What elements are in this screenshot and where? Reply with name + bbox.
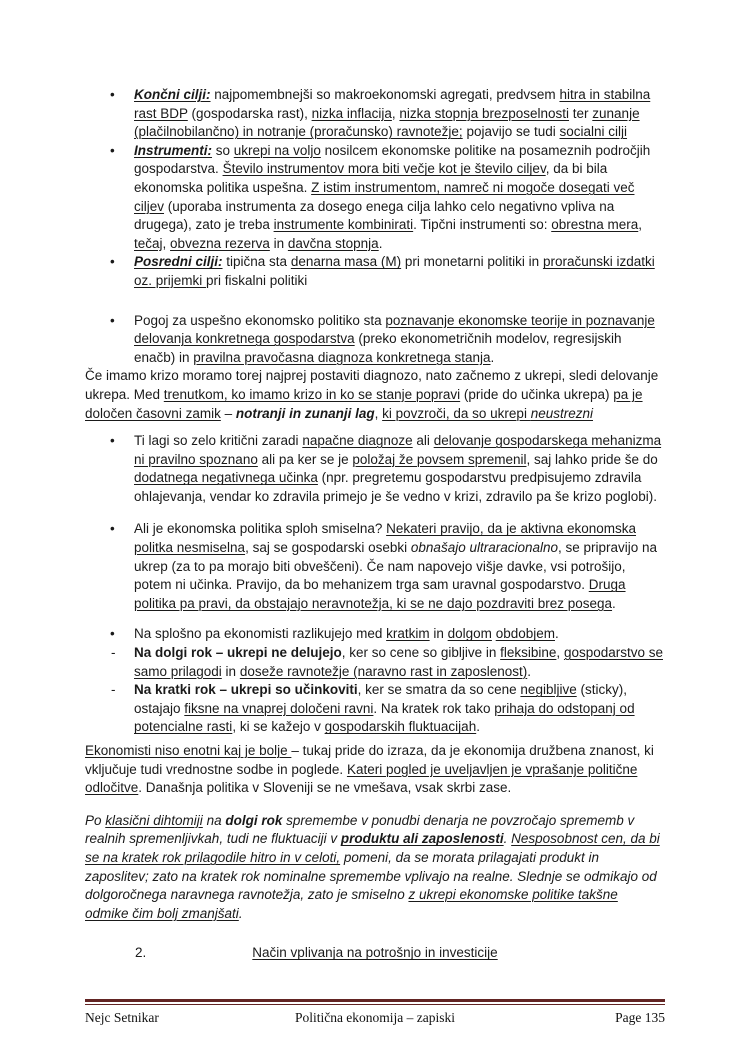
section-heading [85,944,665,963]
text-run: , saj lahko pride še do [526,451,658,467]
bullet-text [134,433,661,504]
text-run: gospodarskih fluktuacijah [324,719,477,735]
text-run: Druga politika pa pravi, da obstajajo neravnotežja, ki se ne dajo pozdraviti brez posega [134,577,626,611]
text-run: so [212,142,234,158]
text-run: socialni cilji [559,124,628,140]
footer-page-number: Page 135 [615,1010,665,1025]
text-run: ali pa ker se je [257,451,353,467]
dash-icon: - [111,645,116,661]
dash-text [134,682,635,734]
bullet-text [134,313,655,365]
text-run: . Tipčni instrumenti so: [413,217,552,233]
text-run: , se pripravijo na ukrep (za to pa morajo biti obveščeni). Če nam napovejo višje davke, vsi potrošijo, potem ni učinka. Pravijo, da bo mehanizem trga sam uravnal gospodarstvo. [134,540,658,593]
text-run: neustrezni [530,405,593,421]
text-run: , da bi bila ekonomska politika uspešna. [134,161,608,195]
text-run: napačne diagnoze [302,433,413,449]
dash-item [85,644,665,681]
text-run: Nekateri pravijo, da je aktivna ekonomska politka nesmiselna [134,521,637,556]
text-run: obdobjem [495,626,555,642]
text-run: (uporaba instrumenta za dosego enega cilja lahko celo negativno vpliva na drugega), zato je treba [134,198,615,233]
paragraph [85,367,665,423]
text-run: pomeni, da se morata prilagajati produkt in zaposlitev; zato na kratek rok nominalne spremembe vplivajo na realne. Slednje se odmikajo od dolgoročnega naravnega ravnotežja, zato je smiselno [85,849,657,903]
text-run: Če imamo krizo moramo torej najprej postaviti diagnozo, nato začnemo z ukrepi, sledi delovanje ukrepa. Med [85,368,659,402]
text-run: na [202,812,226,828]
bullet-item [85,253,665,290]
text-run: fleksibine [500,645,557,661]
text-run: . [238,905,243,921]
text-run: proračunski izdatki oz. prijemki [134,254,655,288]
bullet-text [134,87,650,139]
bullet-icon: • [110,433,115,449]
bullet-item [85,432,665,506]
text-run: Na kratki rok – ukrepi so učinkoviti [134,682,358,698]
text-run: , saj se gospodarski osebki [245,540,411,556]
text-run: (preko ekonometričnih modelov, regresijskih enačb) in [134,331,622,365]
text-run: (gospodarska rast), [187,105,312,121]
text-run: . [476,719,480,735]
text-run: . [378,235,383,251]
text-run: (pride do učinka ukrepa) [460,386,614,402]
text-run: pa je določen časovni zamik [85,386,643,421]
text-run: Po [85,812,106,828]
text-run: tečaj [134,235,163,251]
text-run: Ti lagi so zelo kritični zaradi [134,433,303,449]
text-run: , [391,105,400,121]
text-run: Na dolgi rok – ukrepi ne delujejo [134,645,342,661]
text-run: pri fiskalni politiki [206,272,308,288]
text-run: Končni cilji: [134,87,211,102]
document-body [85,86,665,963]
footer-author: Nejc Setnikar [85,1010,159,1025]
text-run: Pogoj za uspešno ekonomsko politiko sta [134,312,386,328]
text-run: denarna masa (M) [290,254,402,270]
text-run: notranji in zunanji lag [235,405,375,421]
text-run: hitra in stabilna rast BDP [134,87,651,121]
text-run: , [162,235,171,251]
text-run: . Na kratek rok tako [373,700,495,716]
bullet-icon: • [110,254,115,270]
text-run: fiksne na vnaprej določeni ravni [184,700,374,716]
text-run: in [429,626,448,642]
text-run: (npr. pregretemu gospodarstvu predpisujemo zdravila ohlajevanja, vendar ko zdravila primejo je še vedno v krizi, zdravilo pa še krizo poglobi). [134,470,658,504]
text-run: ter [569,105,593,121]
text-run: Kateri pogled je uveljavljen je vprašanje politične odločitve [85,761,638,796]
text-run: dodatnega negativnega učinka [134,470,318,486]
text-run: klasični dihtomiji [105,812,203,828]
text-run: ali [412,433,434,449]
text-run: Posredni cilji: [134,254,223,270]
text-run: Število instrumentov mora biti večje kot je število ciljev [222,161,546,177]
text-run: negibljive [520,682,577,698]
dash-text [134,645,663,679]
bullet-text [134,626,559,641]
text-run: . [527,663,531,679]
text-run: pravilna pravočasna diagnoza konkretnega stanja [193,349,491,365]
text-run: davčna stopnja [287,235,379,251]
bullet-icon: • [110,312,115,328]
text-run: položaj že povsem spremenil [352,451,527,467]
text-run: nosilcem ekonomske politike na posameznih področjih gospodarstva. [134,142,651,177]
text-run: . [554,626,559,642]
text-run: produktu ali zaposlenosti [340,831,504,847]
section-title: Način vplivanja na potrošnjo in investicije [252,945,498,961]
text-run: obnašajo ultraracionalno [410,540,559,556]
text-run: najpomembnejši so makroekonomski agregati, predvsem [210,87,560,102]
text-run: , ki se kažejo v [232,719,325,735]
bullet-text [134,254,655,288]
text-run: trenutkom, ko imamo krizo in ko se stanje popravi [163,386,461,402]
text-run: pri monetarni politiki in [401,254,543,270]
bullet-icon: • [110,142,115,158]
bullet-text [134,521,657,610]
bullet-text [134,143,650,251]
text-run: , ker so cene so gibljive in [341,645,501,661]
bullet-icon: • [110,626,115,642]
text-run: . [503,831,512,847]
bullet-icon: • [110,87,115,102]
text-run: nizka stopnja brezposelnosti [399,105,570,121]
bullet-icon: • [110,521,115,537]
paragraph-italic [85,812,665,924]
text-run: doseže ravnotežje (naravno rast in zaposlenost) [239,663,528,679]
text-run: instrumente kombinirati [273,217,414,233]
text-run: ukrepi na voljo [233,142,321,158]
text-run: , [374,405,383,421]
text-run: pojavijo se tudi [462,124,560,140]
paragraph [85,742,665,798]
text-run: Nesposobnost cen, da bi se na kratek rok prilagodile hitro in v celoti, [85,831,660,865]
text-run: in [221,663,240,679]
text-run: , [638,217,643,233]
text-run: prihaja do odstopanj od potencialne rasti [134,700,635,735]
bullet-item [85,520,665,613]
text-run: (sticky), ostajajo [134,682,627,716]
text-run: ki povzroči, da so ukrepi [382,405,531,421]
text-run: in [269,235,288,251]
text-run: , [556,645,564,661]
text-run: kratkim [386,626,430,642]
text-run: nizka inflacija [311,105,392,121]
text-run: poznavanje ekonomske teorije in poznavanje delovanja konkretnega gospodarstva [134,312,655,347]
text-run: Na splošno pa ekonomisti razlikujejo med [134,626,387,642]
text-run: tipična sta [222,254,291,270]
text-run: zunanje (plačilnobilančno) in notranje (proračunsko) ravnotežje; [134,105,640,140]
text-run: . [612,595,616,611]
text-run: – [220,405,236,421]
footer-course-title: Politična ekonomija – zapiski [294,1010,456,1025]
text-run: Z istim instrumentom, namreč ni mogoče dosegati več ciljev [134,179,635,214]
footer-divider [85,999,665,1005]
bullet-item [85,625,665,644]
text-run: z ukrepi ekonomske politike takšne odmike čim bolj zmanjšati [85,887,618,921]
text-run: , ker se smatra da so cene [357,682,521,698]
text-run: obrestna mera [551,217,639,233]
text-run: Ali je ekonomska politika sploh smiselna? [134,521,387,537]
bullet-item [85,142,665,254]
text-run: spremembe v ponudbi denarja ne povzročajo sprememb v realnih spremenljivkah, tudi ne fluktuaciji v [85,812,635,847]
text-run: delovanje gospodarskega mehanizma ni pravilno spoznano [134,433,662,467]
text-run: . [490,349,495,365]
text-run: – tukaj pride do izraza, da je ekonomija družbena znanost, ki vključuje tudi vrednostne sodbe in poglede. [85,743,654,777]
footer-row [85,1009,665,1028]
text-run: dolgi rok [225,812,283,828]
text-run: obvezna rezerva [170,235,270,251]
text-run: gospodarstvo se samo prilagodi [134,645,663,679]
bullet-item [85,312,665,368]
section-number: 2. [135,945,147,961]
dash-icon: - [111,682,116,698]
bullet-item [85,86,665,142]
text-run: Ekonomisti niso enotni kaj je bolje [85,743,292,758]
dash-item [85,681,665,737]
page-footer [85,999,665,1028]
text-run: . Današnja politika v Sloveniji se ne vmešava, vsak skrbi zase. [138,780,512,796]
text-run: dolgom [447,626,492,642]
text-run: Instrumenti: [134,142,213,158]
